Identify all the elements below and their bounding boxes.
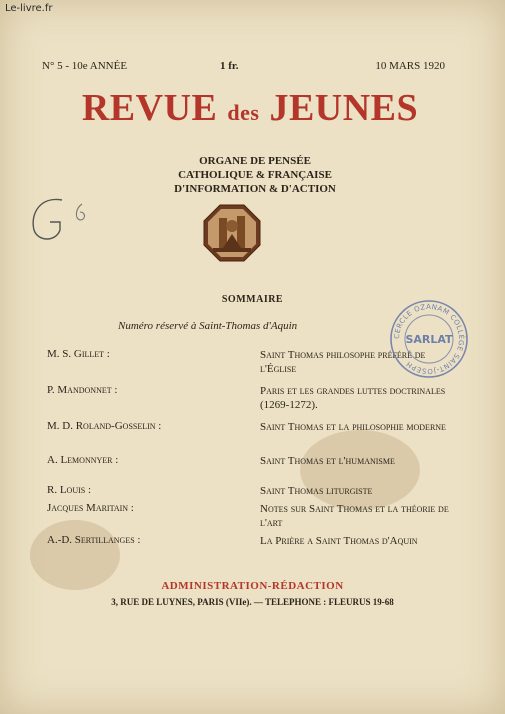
toc-author: R. Louis :: [47, 484, 92, 496]
issue-subtitle: Numéro réservé à Saint-Thomas d'Aquin: [118, 320, 298, 332]
sommaire-heading: SOMMAIRE: [221, 294, 284, 305]
paper-stain: [300, 430, 420, 510]
handwritten-catalog-mark: [20, 190, 100, 250]
publisher-address: 3, RUE DE LUYNES, PARIS (VIIe). — TELEPHONE : FLEURUS 19-68: [111, 597, 394, 607]
issue-number: N° 5 - 10e ANNÉE: [42, 60, 128, 72]
toc-article: Saint Thomas et la philosophie moderne: [260, 421, 446, 433]
watermark: Le-livre.fr: [5, 3, 53, 14]
toc-article: Saint Thomas philosophe préféré de l'Église: [260, 349, 426, 375]
toc-author: Jacques Maritain :: [47, 502, 134, 514]
toc-author: A. Lemonnyer :: [47, 454, 119, 466]
title-des: des: [227, 100, 260, 125]
toc-article: Saint Thomas liturgiste: [260, 485, 373, 497]
toc-author: M. S. Gillet :: [47, 348, 110, 360]
toc-article: Paris et les grandes luttes doctrinales (1269-1272).: [260, 385, 446, 411]
issue-price: 1 fr.: [220, 60, 239, 72]
toc-article: Notes sur Saint Thomas et la théorie de l'art: [260, 503, 449, 529]
octagon-emblem-icon: [203, 204, 261, 262]
administration-heading: ADMINISTRATION-RÉDACTION: [161, 580, 344, 592]
organe-line: CATHOLIQUE & FRANÇAISE: [178, 169, 332, 181]
toc-article: Saint Thomas et l'humanisme: [260, 455, 395, 467]
title-jeunes: JEUNES: [269, 87, 419, 129]
issue-header: [42, 60, 445, 74]
library-stamp-icon: [388, 298, 470, 380]
toc-author: M. D. Roland-Gosselin :: [47, 420, 162, 432]
stamp-center-text: SARLAT: [405, 333, 453, 346]
toc-author: A.-D. Sertillanges :: [47, 534, 141, 546]
organe-line: D'INFORMATION & D'ACTION: [174, 183, 336, 195]
stamp-ring-text: CERCLE OZANAM COLLÈGE SAINT-JOSEPH: [392, 302, 466, 376]
issue-date: 10 MARS 1920: [375, 60, 445, 72]
organe-line: ORGANE DE PENSÉE: [199, 155, 311, 167]
toc-article: La Prière a Saint Thomas d'Aquin: [260, 535, 418, 547]
organe-tagline: [110, 154, 400, 196]
masthead-title: [40, 86, 460, 130]
toc-author: P. Mandonnet :: [47, 384, 118, 396]
title-revue: REVUE: [81, 87, 218, 129]
